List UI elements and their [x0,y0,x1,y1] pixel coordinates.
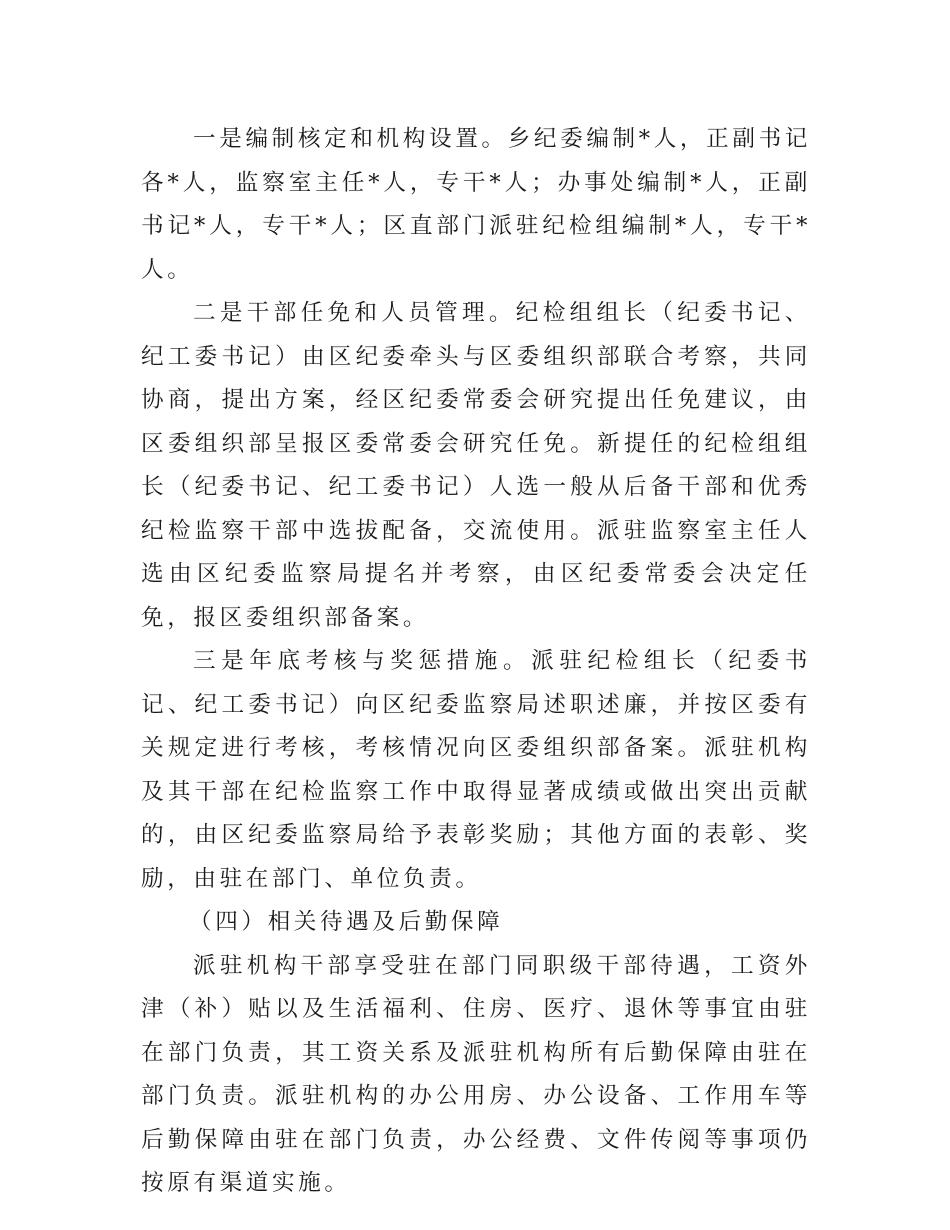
section-heading: （四）相关待遇及后勤保障 [189,909,504,935]
paragraph-staffing: 一是编制核定和机构设置。乡纪委编制*人，正副书记各*人，监察室主任*人，专干*人；办事处编制*人，正副书记*人，专干*人；区直部门派驻纪检组编制*人，专干*人。 [141,126,811,283]
paragraph-benefits: 派驻机构干部享受驻在部门同职级干部待遇，工资外津（补）贴以及生活福利、住房、医疗、退休等事宜由驻在部门负责，其工资关系及派驻机构所有后勤保障由驻在部门负责。派驻机构的办公用房、办公设备、工作用车等后勤保障由驻在部门负责，办公经费、文件传阅等事项仍按原有渠道实施。 [141,952,811,1196]
document-body [141,118,811,1206]
paragraph-appointment: 二是干部任免和人员管理。纪检组组长（纪委书记、纪工委书记）由区纪委牵头与区委组织部联合考察，共同协商，提出方案，经区纪委常委会研究提出任免建议，由区委组织部呈报区委常委会研究任免。新提任的纪检组组长（纪委书记、纪工委书记）人选一般从后备干部和优秀纪检监察干部中选拔配备，交流使用。派驻监察室主任人选由区纪委监察局提名并考察，由区纪委常委会决定任免，报区委组织部备案。 [141,300,811,631]
paragraph-assessment: 三是年底考核与奖惩措施。派驻纪检组长（纪委书记、纪工委书记）向区纪委监察局述职述廉，并按区委有关规定进行考核，考核情况向区委组织部备案。派驻机构及其干部在纪检监察工作中取得显著成绩或做出突出贡献的，由区纪委监察局给予表彰奖励；其他方面的表彰、奖励，由驻在部门、单位负责。 [141,648,811,892]
